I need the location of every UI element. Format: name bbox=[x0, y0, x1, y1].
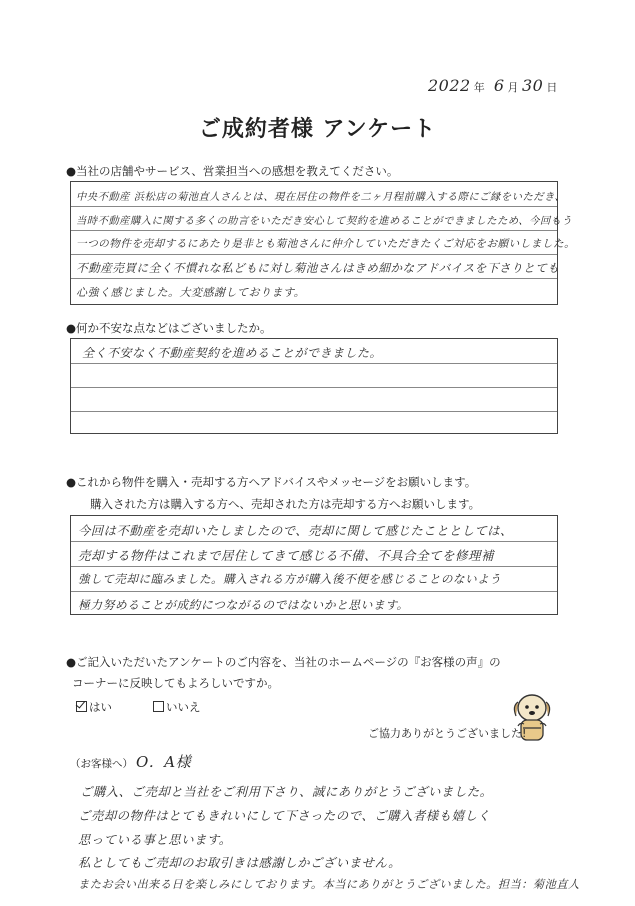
date-day-unit: 日 bbox=[546, 81, 558, 94]
question-1: ●当社の店舗やサービス、営業担当への感想を教えてください。 bbox=[66, 164, 399, 178]
question-3: ●これから物件を購入・売却する方へアドバイスやメッセージをお願いします。 bbox=[66, 475, 477, 489]
checkbox-unchecked-icon[interactable] bbox=[153, 701, 164, 712]
checkbox-checked-icon[interactable] bbox=[76, 701, 87, 712]
answer-rule bbox=[71, 591, 557, 592]
answer-3-line-1: 今回は不動産を売却いたしましたので、売却に関して感じたこととしては、 bbox=[78, 524, 513, 538]
date-year-unit: 年 bbox=[473, 81, 486, 94]
customer-label: （お客様へ） bbox=[70, 758, 133, 770]
question-4-line-1: ●ご記入いただいたアンケートのご内容を、当社のホームページの『お客様の声』の bbox=[66, 655, 501, 669]
date-day: 30 bbox=[522, 76, 544, 95]
answer-rule bbox=[71, 254, 557, 255]
reply-line-5: またお会い出来る日を楽しみにしております。本当にありがとうございました。担当：菊池直人 bbox=[78, 878, 580, 891]
date-month-unit: 月 bbox=[507, 81, 519, 94]
reply-line-4: 私としてもご売却のお取引きは感謝しかございません。 bbox=[78, 855, 402, 870]
option-no[interactable] bbox=[153, 699, 201, 715]
answer-rule bbox=[71, 206, 557, 207]
reply-line-2: ご売却の物件はとてもきれいにして下さったので、ご購入者様も嬉しく bbox=[78, 808, 491, 823]
option-yes-label: はい bbox=[89, 700, 112, 714]
question-2: ●何か不安な点などはございましたか。 bbox=[66, 321, 272, 335]
reply-line-3: 思っている事と思います。 bbox=[78, 832, 232, 847]
option-no-label: いいえ bbox=[166, 700, 201, 714]
answer-1-line-4: 不動産売買に全く不慣れな私どもに対し菊池さんはきめ細かなアドバイスを下さりとても bbox=[76, 261, 560, 275]
answer-2-line-1: 全く不安なく不動産契約を進めることができました。 bbox=[82, 346, 383, 360]
answer-3-line-2: 売却する物件はこれまで居住してきて感じる不備、不具合全てを修理補 bbox=[78, 548, 495, 563]
answer-1-line-5: 心強く感じました。大変感謝しております。 bbox=[76, 286, 306, 299]
answer-1-line-1: 中央不動産 浜松店の菊池直人さんとは、現在居住の物件を二ヶ月程前購入する際にご縁をいただき、 bbox=[76, 191, 566, 203]
customer-name: O．A様 bbox=[136, 753, 192, 771]
date-month: 6 bbox=[493, 76, 505, 95]
thanks-message: ご協力ありがとうございました! bbox=[368, 727, 527, 740]
question-4-line-2: コーナーに反映してもよろしいですか。 bbox=[72, 676, 279, 690]
answer-3-line-3: 強して売却に臨みました。購入される方が購入後不便を感じることのないよう bbox=[78, 572, 502, 586]
answer-1-line-2: 当時不動産購入に関する多くの助言をいただき安心して契約を進めることができましたため、今回もう bbox=[76, 215, 573, 227]
answer-rule bbox=[71, 566, 557, 567]
survey-date bbox=[428, 76, 561, 95]
answer-rule bbox=[71, 363, 557, 364]
option-yes[interactable] bbox=[76, 699, 112, 715]
page-title: ご成約者様 アンケート bbox=[198, 117, 437, 142]
answer-rule bbox=[71, 411, 557, 412]
answer-rule bbox=[71, 230, 557, 231]
reply-line-1: ご購入、ご売却と当社をご利用下さり、誠にありがとうございました。 bbox=[80, 784, 493, 799]
answer-3-line-4: 極力努めることが成約につながるのではないかと思います。 bbox=[78, 598, 409, 612]
date-year: 2022 bbox=[428, 76, 471, 95]
question-3-subtext: 購入された方は購入する方へ、売却された方は売却する方へお願いします。 bbox=[90, 497, 481, 511]
answer-1-line-3: 一つの物件を売却するにあたり是非とも菊池さんに仲介していただきたくご対応をお願いしました。 bbox=[76, 238, 576, 250]
answer-rule bbox=[71, 541, 557, 542]
answer-rule bbox=[71, 387, 557, 388]
answer-rule bbox=[71, 278, 557, 279]
